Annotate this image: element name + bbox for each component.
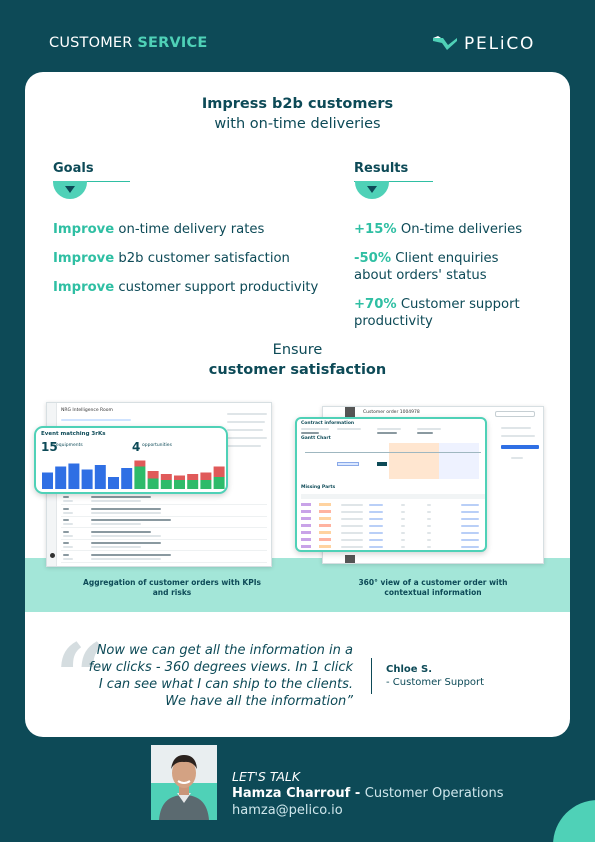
- kpi-bar-risk: [174, 476, 185, 481]
- kpi-bar: [174, 480, 185, 489]
- contact-email-link[interactable]: hamza@pelico.io: [232, 803, 343, 818]
- kpi-bar: [55, 467, 66, 490]
- ensure-heading: Ensure: [272, 342, 323, 358]
- kpi-opportunities-label: opportunities: [142, 443, 172, 448]
- hero-subtitle: with on-time deliveries: [214, 116, 381, 132]
- goals-arrow-icon: [53, 181, 87, 199]
- content-card: [25, 72, 570, 737]
- kpi-bar-chart: [38, 456, 228, 492]
- kpi-popup-title: Event matching 3rKs: [41, 431, 106, 437]
- table-row: [301, 502, 485, 508]
- testimonial-quote: Now we can get all the information in a few clicks - 360 degrees views. In 1 click I can see what I can ship to the clients. We have all the information”: [88, 643, 353, 709]
- kpi-bar: [148, 479, 159, 490]
- table-row: [301, 516, 485, 522]
- order-missing-parts-section: Missing Parts: [301, 485, 336, 490]
- kpi-bar: [134, 467, 145, 490]
- table-row: [301, 537, 485, 543]
- table-row: [301, 523, 485, 529]
- section-label-part2: SERVICE: [137, 35, 208, 51]
- table-row: [301, 509, 485, 515]
- kpi-bar: [82, 470, 93, 490]
- right-app-title: Customer order 1004978: [363, 410, 420, 415]
- list-item: [61, 541, 267, 551]
- kpi-bar: [214, 477, 225, 489]
- goal-item: Improve b2b customer satisfaction: [53, 251, 290, 266]
- kpi-bar: [108, 477, 119, 489]
- section-label-part1: CUSTOMER: [49, 35, 138, 51]
- order-contract-section: Contract information: [301, 421, 355, 426]
- result-item: -50% Client enquiries about orders' status: [354, 251, 499, 283]
- left-app-title: NRG Intelligence Room: [61, 408, 113, 413]
- contact-name-line: Hamza Charrouf - Customer Operations: [232, 786, 504, 801]
- list-item: [61, 507, 267, 517]
- goal-item: Improve customer support productivity: [53, 280, 319, 295]
- list-item: [61, 553, 267, 563]
- kpi-bar: [42, 473, 53, 490]
- goals-heading: Goals: [53, 161, 94, 176]
- lets-talk-label: LET'S TALK: [232, 769, 301, 784]
- order-detail-popup: [295, 417, 487, 552]
- kpi-bar: [161, 480, 172, 489]
- left-app-avatar: [50, 553, 55, 558]
- pelico-bird-icon: [432, 35, 458, 53]
- kpi-bar: [200, 480, 211, 489]
- kpi-equipments-label: equipments: [56, 443, 83, 448]
- table-row: [301, 544, 485, 550]
- kpi-bar: [187, 480, 198, 489]
- testimonial-author: Chloe S.: [386, 664, 433, 675]
- kpi-bar-risk: [187, 474, 198, 480]
- corner-decoration: [553, 800, 595, 842]
- section-label: [49, 35, 207, 51]
- hero-title: Impress b2b customers: [201, 96, 394, 112]
- list-item: [61, 518, 267, 528]
- pelico-logo: [432, 33, 535, 55]
- left-caption: Aggregation of customer orders with KPIs and risks: [83, 578, 261, 597]
- kpi-bar-risk: [134, 461, 145, 467]
- kpi-opportunities-value: 4: [132, 440, 141, 454]
- kpi-bar-risk: [148, 471, 159, 479]
- result-item: +70% Customer support productivity: [354, 297, 520, 329]
- gantt-highlight: [389, 443, 439, 479]
- result-item: +15% On-time deliveries: [354, 222, 523, 237]
- kpi-equipments-value: 15: [41, 440, 58, 454]
- table-row: [301, 530, 485, 536]
- contact-name: Hamza Charrouf: [232, 786, 351, 801]
- results-heading: Results: [354, 161, 409, 176]
- testimonial-divider: [371, 658, 372, 694]
- list-item: [61, 495, 267, 505]
- ensure-subheading: customer satisfaction: [208, 362, 387, 378]
- contact-photo: [151, 745, 217, 820]
- logo-wordmark: PELiCO: [464, 34, 536, 54]
- kpi-popup: [34, 426, 228, 494]
- kpi-bar: [95, 465, 106, 489]
- results-arrow-icon: [355, 181, 389, 199]
- kpi-bar: [68, 464, 79, 490]
- order-gantt-section: Gantt Chart: [301, 436, 331, 441]
- person-icon: [151, 745, 217, 820]
- kpi-bar-risk: [200, 473, 211, 481]
- contact-role: Customer Operations: [364, 786, 504, 801]
- kpi-bar-risk: [214, 467, 225, 478]
- kpi-bar: [121, 468, 132, 489]
- list-item: [61, 530, 267, 540]
- right-caption: 360° view of a customer order with contextual information: [358, 578, 508, 597]
- goal-item: Improve on-time delivery rates: [53, 222, 265, 237]
- quote-mark-icon: “: [55, 624, 107, 730]
- testimonial-role: - Customer Support: [386, 677, 485, 688]
- kpi-bar-risk: [161, 474, 172, 480]
